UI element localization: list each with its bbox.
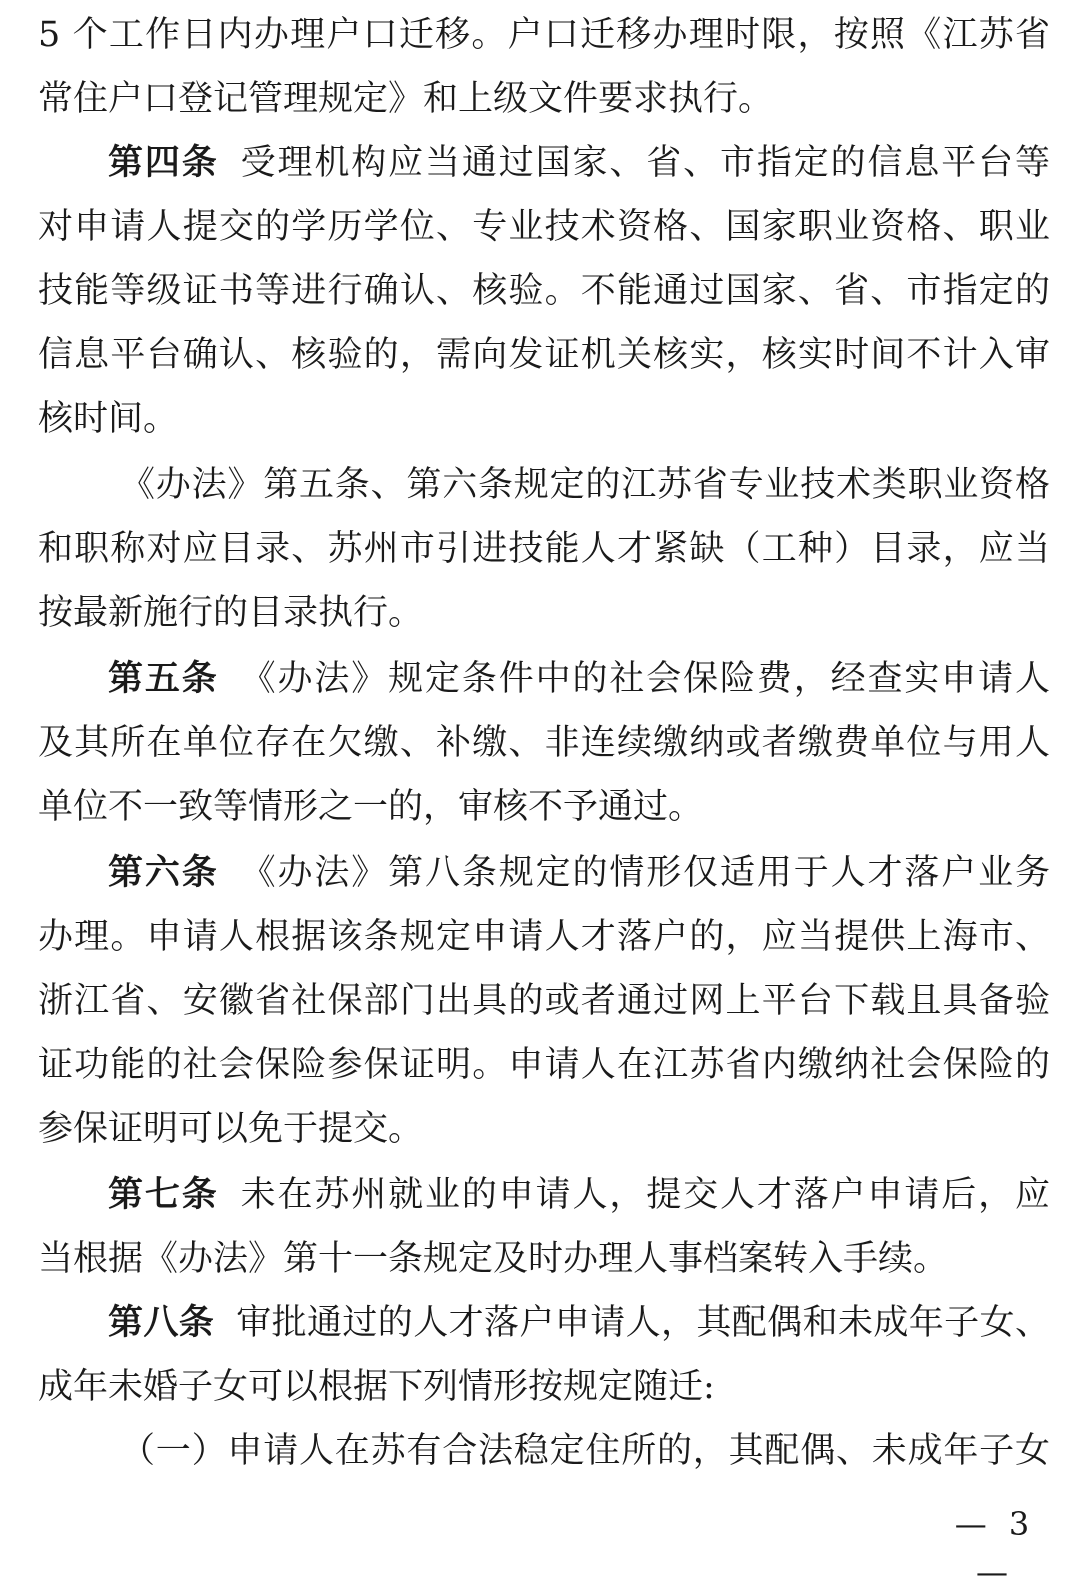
article-5-heading: 第五条 xyxy=(108,659,219,699)
text-line: （一）申请人在苏有合法稳定住所的，其配偶、未成年子女 xyxy=(120,1431,1050,1471)
text-line: 和职称对应目录、苏州市引进技能人才紧缺（工种）目录，应当 xyxy=(38,529,1050,569)
article-6-line: 第六条 《办法》第八条规定的情形仅适用于人才落户业务 xyxy=(108,853,1050,893)
text-line: 技能等级证书等进行确认、核验。不能通过国家、省、市指定的 xyxy=(38,271,1050,311)
text-line: 信息平台确认、核验的，需向发证机关核实，核实时间不计入审 xyxy=(38,335,1050,375)
article-4-line: 第四条 受理机构应当通过国家、省、市指定的信息平台等 xyxy=(108,143,1050,183)
article-7-heading: 第七条 xyxy=(108,1175,219,1215)
text-line: 5 个工作日内办理户口迁移。户口迁移办理时限，按照《江苏省 xyxy=(38,15,1050,55)
text-line: 成年未婚子女可以根据下列情形按规定随迁: xyxy=(38,1367,715,1407)
text-line: 及其所在单位存在欠缴、补缴、非连续缴纳或者缴费单位与用人 xyxy=(38,723,1050,763)
text-line: 当根据《办法》第十一条规定及时办理人事档案转入手续。 xyxy=(38,1239,949,1279)
text-line: 参保证明可以免于提交。 xyxy=(38,1109,424,1149)
text-line: 《办法》第五条、第六条规定的江苏省专业技术类职业资格 xyxy=(120,465,1050,505)
article-4-heading: 第四条 xyxy=(108,143,219,183)
text-line: 核时间。 xyxy=(38,399,179,439)
article-6-heading: 第六条 xyxy=(108,853,219,893)
article-7-line: 第七条 未在苏州就业的申请人，提交人才落户申请后，应 xyxy=(108,1175,1050,1215)
page-number: — 3 — xyxy=(954,1505,1036,1591)
text-line: 浙江省、安徽省社保部门出具的或者通过网上平台下载且具备验 xyxy=(38,981,1050,1021)
text-line: 证功能的社会保险参保证明。申请人在江苏省内缴纳社会保险的 xyxy=(38,1045,1050,1085)
text-line: 办理。申请人根据该条规定申请人才落户的，应当提供上海市、 xyxy=(38,917,1050,957)
text-line: 按最新施行的目录执行。 xyxy=(38,593,424,633)
article-5-line: 第五条 《办法》规定条件中的社会保险费，经查实申请人 xyxy=(108,659,1050,699)
article-8-heading: 第八条 xyxy=(108,1303,215,1343)
text-line: 单位不一致等情形之一的，审核不予通过。 xyxy=(38,787,704,827)
text-line: 常住户口登记管理规定》和上级文件要求执行。 xyxy=(38,79,774,119)
text-line: 对申请人提交的学历学位、专业技术资格、国家职业资格、职业 xyxy=(38,207,1050,247)
article-8-line: 第八条 审批通过的人才落户申请人，其配偶和未成年子女、 xyxy=(108,1303,1050,1343)
